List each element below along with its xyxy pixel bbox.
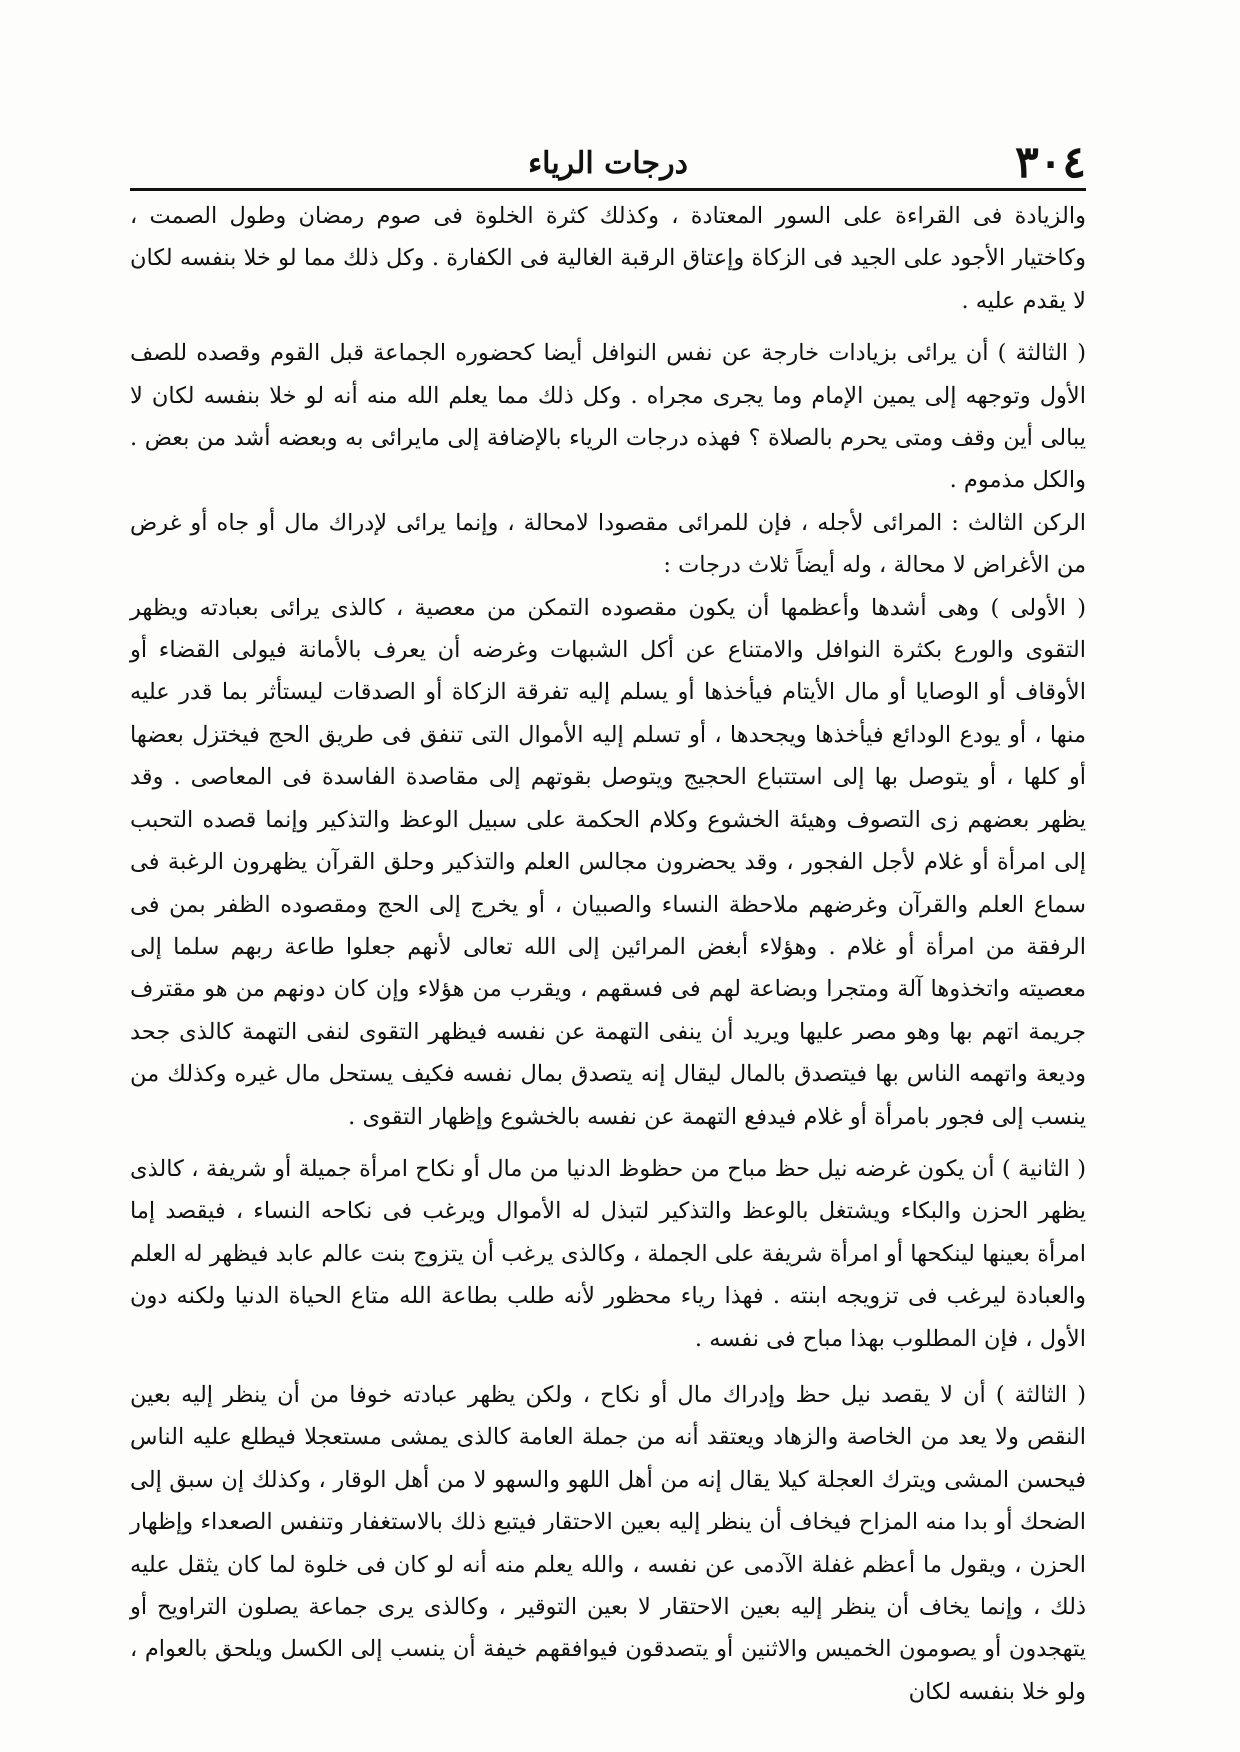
paragraph: والزيادة فى القراءة على السور المعتادة ، وكذلك كثرة الخلوة فى صوم رمضان وطول الصمت ، وكاختيار الأجود على الجيد فى الزكاة وإعتاق الرقبة الغالية فى الكفارة . وكل ذلك مما لو خلا بنفسه لكان لا يقدم عليه . [130, 203, 1086, 314]
header-rule [130, 188, 1086, 191]
paragraph: ( الثالثة ) أن لا يقصد نيل حظ وإدراك مال أو نكاح ، ولكن يظهر عبادته خوفا من أن ينظر إليه بعين النقص ولا يعد من الخاصة والزهاد ويعتقد أنه من جملة العامة كالذى يمشى مستعجلا فيطلع عليه الناس فيحسن المشى ويترك العجلة كيلا يقال إنه من أهل اللهو والسهو لا من أهل الوقار ، وكذلك إن سبق إلى الضحك أو بدا منه المزاح فيخاف أن ينظر إليه بعين الاحتقار فيتبع ذلك بالاستغفار وتنفس الصعداء وإظهار الحزن ، ويقول ما أعظم غفلة الآدمى عن نفسه ، والله يعلم منه أنه لو كان فى خلوة لما كان يثقل عليه ذلك ، وإنما يخاف أن ينظر إليه بعين الاحتقار لا بعين التوقير ، وكالذى يرى جماعة يصلون التراويح أو يتهجدون أو يصومون الخميس والاثنين أو يتصدقون فيوافقهم خيفة أن ينسب إلى الكسل ويلحق بالعوام ، ولو خلا بنفسه لكان [130, 1381, 1086, 1705]
page-number: ٣٠٤ [1015, 137, 1086, 188]
body-text [130, 195, 1086, 1713]
paragraph: الركن الثالث : المرائى لأجله ، فإن للمرائى مقصودا لامحالة ، وإنما يرائى لإدراك مال أو جاه أو غرض من الأغراض لا محالة ، وله أيضاً ثلاث درجات : [130, 509, 1086, 579]
page-header [130, 137, 1086, 188]
paragraph: ( الأولى ) وهى أشدها وأعظمها أن يكون مقصوده التمكن من معصية ، كالذى يرائى بعبادته ويظهر التقوى والورع بكثرة النوافل والامتناع عن أكل الشبهات وغرضه أن يعرف بالأمانة فيولى القضاء أو الأوقاف أو الوصايا أو مال الأيتام فيأخذها أو يسلم إليه تفرقة الزكاة أو الصدقات ليستأثر بما قدر عليه منها ، أو يودع الودائع فيأخذها ويجحدها ، أو تسلم إليه الأموال التى تنفق فى طريق الحج فيختزل بعضها أو كلها ، أو يتوصل بها إلى استتباع الحجيج ويتوصل بقوتهم إلى مقاصدة الفاسدة فى المعاصى . وقد يظهر بعضهم زى التصوف وهيئة الخشوع وكلام الحكمة على سبيل الوعظ والتذكير وإنما قصده التحبب إلى امرأة أو غلام لأجل الفجور ، وقد يحضرون مجالس العلم والتذكير وحلق القرآن يظهرون الرغبة فى سماع العلم والقرآن وغرضهم ملاحظة النساء والصبيان ، أو يخرج إلى الحج ومقصوده الظفر بمن فى الرفقة من امرأة أو غلام . وهؤلاء أبغض المرائين إلى الله تعالى لأنهم جعلوا طاعة ربهم سلما إلى معصيته واتخذوها آلة ومتجرا وبضاعة لهم فى فسقهم ، ويقرب من هؤلاء وإن كان دونهم من هو مقترف جريمة اتهم بها وهو مصر عليها ويريد أن ينفى التهمة عن نفسه فيظهر التقوى لنفى التهمة كالذى جحد وديعة واتهمه الناس بها فيتصدق بالمال ليقال إنه يتصدق بمال نفسه فكيف يستحل مال غيره وكذلك من ينسب إلى فجور بامرأة أو غلام فيدفع التهمة عن نفسه بالخشوع وإظهار التقوى . [130, 594, 1086, 1130]
running-title: درجات الرياء [528, 146, 688, 181]
paragraph: ( الثانية ) أن يكون غرضه نيل حظ مباح من حظوظ الدنيا من مال أو نكاح امرأة جميلة أو شريفة ، كالذى يظهر الحزن والبكاء ويشتغل بالوعظ والتذكير لتبذل له الأموال ويرغب فى نكاحه النساء ، فيقصد إما امرأة بعينها لينكحها أو امرأة شريفة على الجملة ، وكالذى يرغب أن يتزوج بنت عالم عابد فيظهر له العلم والعبادة ليرغب فى تزويجه ابنته . فهذا رياء محظور لأنه طلب بطاعة الله متاع الحياة الدنيا ولكنه دون الأول ، فإن المطلوب بهذا مباح فى نفسه . [130, 1155, 1086, 1352]
paragraph: ( الثالثة ) أن يرائى بزيادات خارجة عن نفس النوافل أيضا كحضوره الجماعة قبل القوم وقصده للصف الأول وتوجهه إلى يمين الإمام وما يجرى مجراه . وكل ذلك مما يعلم الله منه أنه لو خلا بنفسه لكان لا يبالى أين وقف ومتى يحرم بالصلاة ؟ فهذه درجات الرياء بالإضافة إلى مايرائى به وبعضه أشد من بعض . والكل مذموم . [130, 340, 1086, 494]
